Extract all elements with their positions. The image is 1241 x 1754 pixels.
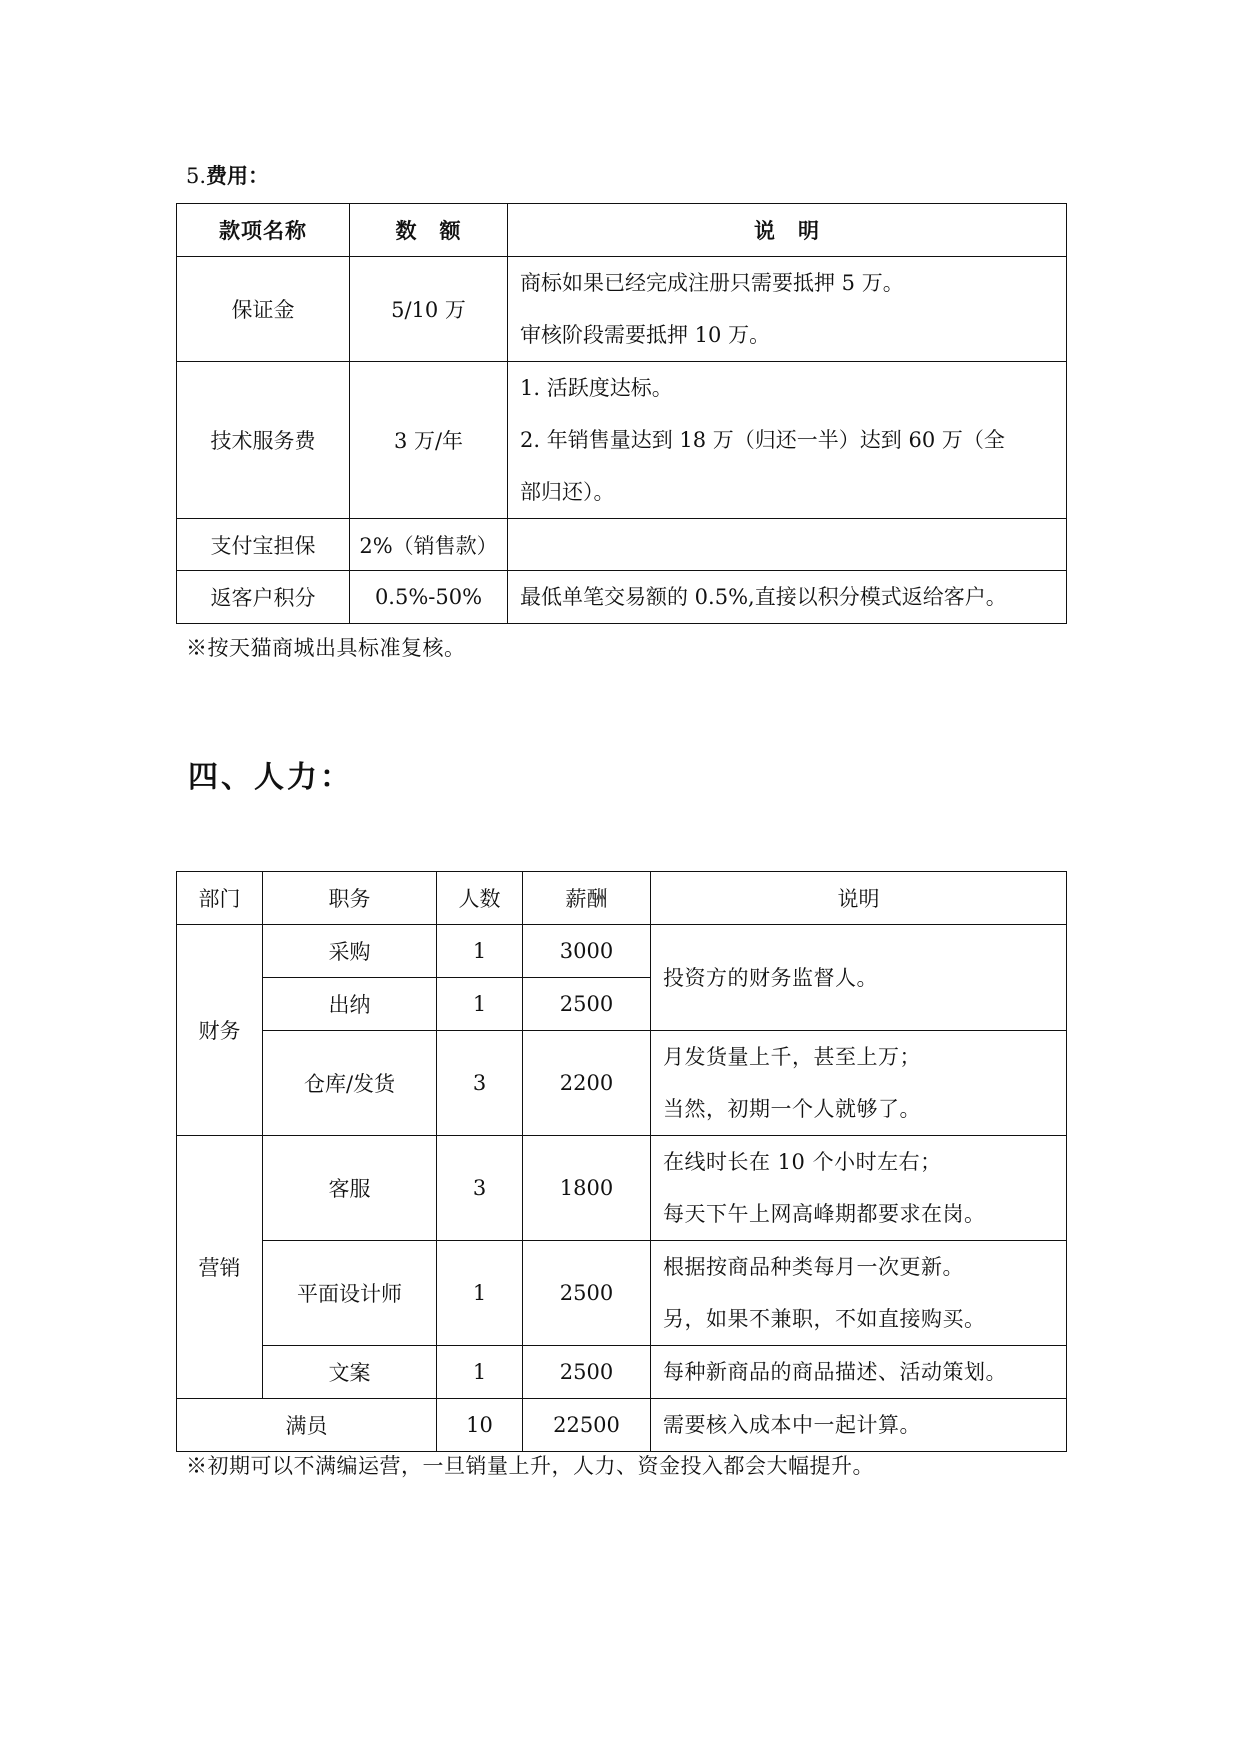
fee-desc bbox=[508, 362, 1067, 519]
hr-desc bbox=[651, 1031, 1067, 1136]
fee-name: 保证金 bbox=[177, 257, 350, 362]
hr-salary: 2200 bbox=[523, 1031, 651, 1136]
hr-salary: 2500 bbox=[523, 1241, 651, 1346]
fees-row-points bbox=[177, 571, 1067, 624]
hr-role: 出纳 bbox=[263, 978, 437, 1031]
fees-table bbox=[176, 203, 1067, 624]
hr-salary: 2500 bbox=[523, 978, 651, 1031]
fees-row-service bbox=[177, 362, 1067, 519]
hr-total-count: 10 bbox=[437, 1399, 523, 1452]
fees-header-desc: 说 明 bbox=[508, 204, 1067, 257]
hr-header-desc: 说明 bbox=[651, 872, 1067, 925]
fees-row-alipay bbox=[177, 519, 1067, 571]
fee-desc bbox=[508, 257, 1067, 362]
fees-header-row bbox=[177, 204, 1067, 257]
hr-desc bbox=[651, 1241, 1067, 1346]
hr-desc: 需要核入成本中一起计算。 bbox=[651, 1399, 1067, 1452]
hr-count: 1 bbox=[437, 978, 523, 1031]
fee-desc bbox=[508, 519, 1067, 571]
hr-row bbox=[177, 1346, 1067, 1399]
fee-desc-line: 商标如果已经完成注册只需要抵押 5 万。 bbox=[520, 271, 904, 295]
hr-desc: 投资方的财务监督人。 bbox=[651, 925, 1067, 1031]
hr-count: 1 bbox=[437, 1241, 523, 1346]
hr-desc-line: 根据按商品种类每月一次更新。 bbox=[663, 1255, 964, 1279]
hr-role: 文案 bbox=[263, 1346, 437, 1399]
hr-desc-line: 在线时长在 10 个小时左右； bbox=[663, 1150, 942, 1174]
fees-row-deposit bbox=[177, 257, 1067, 362]
hr-header-row bbox=[177, 872, 1067, 925]
hr-header-salary: 薪酬 bbox=[523, 872, 651, 925]
fees-note: ※按天猫商城出具标准复核。 bbox=[186, 636, 466, 660]
hr-role: 采购 bbox=[263, 925, 437, 978]
hr-salary: 1800 bbox=[523, 1136, 651, 1241]
fees-heading-text: 费用： bbox=[206, 164, 270, 188]
fee-desc-line: 2. 年销售量达到 18 万（归还一半）达到 60 万（全 bbox=[520, 428, 1005, 452]
hr-row bbox=[177, 1031, 1067, 1136]
section-heading-hr: 四、人力： bbox=[188, 760, 353, 795]
hr-desc: 每种新商品的商品描述、活动策划。 bbox=[651, 1346, 1067, 1399]
fee-desc-line: 最低单笔交易额的 0.5%,直接以积分模式返给客户。 bbox=[520, 585, 1007, 609]
fee-name: 返客户积分 bbox=[177, 571, 350, 624]
hr-row bbox=[177, 1136, 1067, 1241]
hr-header-dept: 部门 bbox=[177, 872, 263, 925]
fees-header-amount: 数 额 bbox=[350, 204, 508, 257]
hr-salary: 3000 bbox=[523, 925, 651, 978]
fees-heading bbox=[186, 160, 269, 190]
hr-row bbox=[177, 925, 1067, 978]
hr-desc-line: 当然，初期一个人就够了。 bbox=[663, 1097, 921, 1121]
hr-header-count: 人数 bbox=[437, 872, 523, 925]
hr-total-label: 满员 bbox=[177, 1399, 437, 1452]
hr-table bbox=[176, 871, 1067, 1452]
hr-desc-line: 每天下午上网高峰期都要求在岗。 bbox=[663, 1202, 986, 1226]
fee-name: 支付宝担保 bbox=[177, 519, 350, 571]
hr-total-salary: 22500 bbox=[523, 1399, 651, 1452]
fees-header-name: 款项名称 bbox=[177, 204, 350, 257]
fee-name: 技术服务费 bbox=[177, 362, 350, 519]
dept-marketing: 营销 bbox=[177, 1136, 263, 1399]
hr-count: 3 bbox=[437, 1136, 523, 1241]
fee-desc bbox=[508, 571, 1067, 624]
hr-note: ※初期可以不满编运营，一旦销量上升，人力、资金投入都会大幅提升。 bbox=[186, 1454, 874, 1478]
hr-count: 1 bbox=[437, 1346, 523, 1399]
hr-salary: 2500 bbox=[523, 1346, 651, 1399]
hr-count: 1 bbox=[437, 925, 523, 978]
fee-desc-line: 审核阶段需要抵押 10 万。 bbox=[520, 323, 771, 347]
hr-role: 平面设计师 bbox=[263, 1241, 437, 1346]
hr-row bbox=[177, 1241, 1067, 1346]
fee-amount: 2%（销售款） bbox=[350, 519, 508, 571]
fees-heading-number: 5. bbox=[186, 164, 207, 188]
hr-desc-line: 另，如果不兼职，不如直接购买。 bbox=[663, 1307, 986, 1331]
hr-total-row bbox=[177, 1399, 1067, 1452]
fee-amount: 5/10 万 bbox=[350, 257, 508, 362]
hr-desc-line: 月发货量上千，甚至上万； bbox=[663, 1045, 921, 1069]
fee-desc-line: 1. 活跃度达标。 bbox=[520, 376, 673, 400]
hr-header-role: 职务 bbox=[263, 872, 437, 925]
hr-count: 3 bbox=[437, 1031, 523, 1136]
fee-amount: 3 万/年 bbox=[350, 362, 508, 519]
hr-role: 客服 bbox=[263, 1136, 437, 1241]
fee-amount: 0.5%-50% bbox=[350, 571, 508, 624]
dept-finance: 财务 bbox=[177, 925, 263, 1136]
hr-desc bbox=[651, 1136, 1067, 1241]
fee-desc-line: 部归还）。 bbox=[520, 480, 615, 504]
hr-role: 仓库/发货 bbox=[263, 1031, 437, 1136]
